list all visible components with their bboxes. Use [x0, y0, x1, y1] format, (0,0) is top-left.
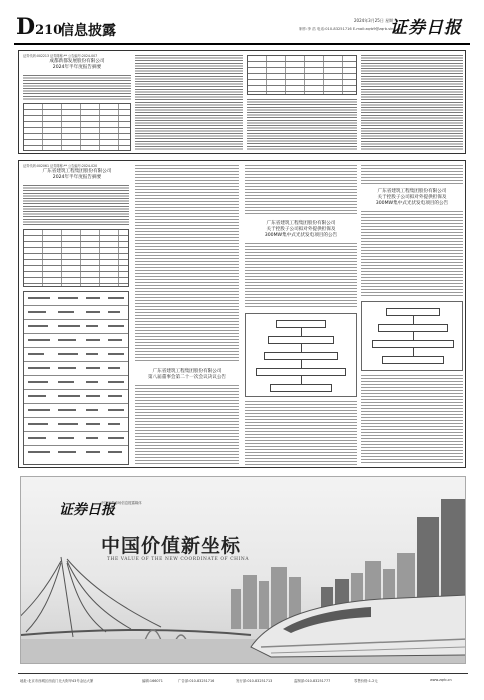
promo-logo-subtitle: 中国证券市场信息披露媒体	[101, 501, 142, 505]
text-column	[361, 375, 463, 465]
footer-circulation: 发行部:010-83251713	[236, 679, 273, 683]
financial-table	[23, 229, 129, 287]
footer-price: 零售价格:1-2元	[354, 679, 378, 683]
section-letter: D	[16, 14, 36, 40]
company-name: 广东省建筑工程集团股份有限公司	[377, 189, 447, 194]
section-title: 信息披露	[60, 23, 116, 39]
editor-contact: 制作:李 浩 电话:010-83251716 E-mail:zqrb9@zqrb.sina.net	[299, 27, 403, 31]
stock-code-line: 证券代码:002213 证券简称:** 公告编号:2024-007	[23, 54, 98, 58]
flowchart-node	[386, 308, 440, 316]
footer-editorial: 编辑:166071	[142, 679, 163, 683]
footer-address: 地址:北京市西城区西直门北大街甲43号金运大厦	[20, 679, 94, 683]
financial-table	[23, 103, 131, 151]
flowchart-connector	[413, 316, 414, 324]
ownership-flowchart	[245, 313, 357, 397]
promo-slogan-english: THE VALUE OF THE NEW COORDINATE OF CHINA	[107, 557, 250, 562]
flowchart-node	[382, 356, 444, 364]
flowchart-connector	[413, 348, 414, 356]
company-name: 广东省建筑工程集团股份有限公司	[42, 169, 112, 174]
footer-distribution: 监制部:010-83251777	[294, 679, 331, 683]
flowchart-node	[270, 384, 332, 392]
text-column	[247, 99, 357, 151]
flowchart-connector	[301, 344, 302, 352]
masthead	[14, 12, 470, 48]
text-column	[361, 55, 463, 151]
promo-slogan: 中国价值新坐标	[101, 535, 242, 557]
company-name: 广东省建筑工程集团股份有限公司	[152, 369, 222, 374]
newspaper-logo: 证券日报	[390, 18, 462, 38]
company-name: 广东省建筑工程集团股份有限公司	[266, 221, 336, 226]
flowchart-node	[372, 340, 454, 348]
text-column	[135, 55, 243, 151]
flowchart-node	[256, 368, 346, 376]
flowchart-connector	[301, 360, 302, 368]
text-column	[245, 243, 357, 309]
page-number: 210	[35, 23, 63, 38]
financial-table	[247, 55, 357, 95]
company-name: 成都新都发展股份有限公司	[49, 59, 105, 64]
announcement-title: 300MW集中式光伏发电项目的公告	[264, 233, 338, 238]
announcement-title: 关于控股子公司拟对外提供担保及	[377, 195, 447, 200]
text-column	[23, 75, 131, 101]
announcement-title: 300MW集中式光伏发电项目的公告	[375, 201, 449, 206]
flowchart-node	[268, 336, 334, 344]
text-column	[135, 165, 239, 361]
text-column	[245, 401, 357, 465]
footer-ads: 广告部:010-83251716	[178, 679, 215, 683]
flowchart-node	[378, 324, 448, 332]
ownership-flowchart	[361, 301, 463, 371]
section-code	[16, 14, 62, 44]
announcement-title: 第八届董事会第二十一次会议决议公告	[147, 375, 227, 380]
announcement-title: 2024年半年度报告摘要	[52, 65, 102, 70]
announcement-block-top	[18, 50, 466, 154]
text-column	[23, 185, 129, 225]
text-column	[245, 165, 357, 215]
flowchart-connector	[301, 376, 302, 384]
stock-code-line: 证券代码:002061 证券简称:** 公告编号:2024-020	[23, 164, 98, 168]
announcement-title: 关于控股子公司拟对外提供担保及	[266, 227, 336, 232]
flowchart-connector	[301, 328, 302, 336]
issue-date: 2024年3月25日 星期三	[354, 18, 398, 23]
footer-url[interactable]: www.zqrb.cn	[430, 678, 452, 682]
flowchart-node	[264, 352, 338, 360]
text-column	[361, 211, 463, 297]
promo-banner	[20, 476, 466, 664]
shareholder-table	[23, 291, 129, 465]
page-footer	[18, 673, 468, 685]
masthead-rule	[14, 43, 470, 45]
text-column	[135, 385, 239, 465]
flowchart-node	[276, 320, 326, 328]
announcement-title: 2024年半年度报告摘要	[52, 175, 102, 180]
announcement-block-main	[18, 160, 466, 468]
promo-logo: 证券日报	[59, 502, 115, 518]
text-column	[361, 165, 463, 185]
flowchart-connector	[413, 332, 414, 340]
